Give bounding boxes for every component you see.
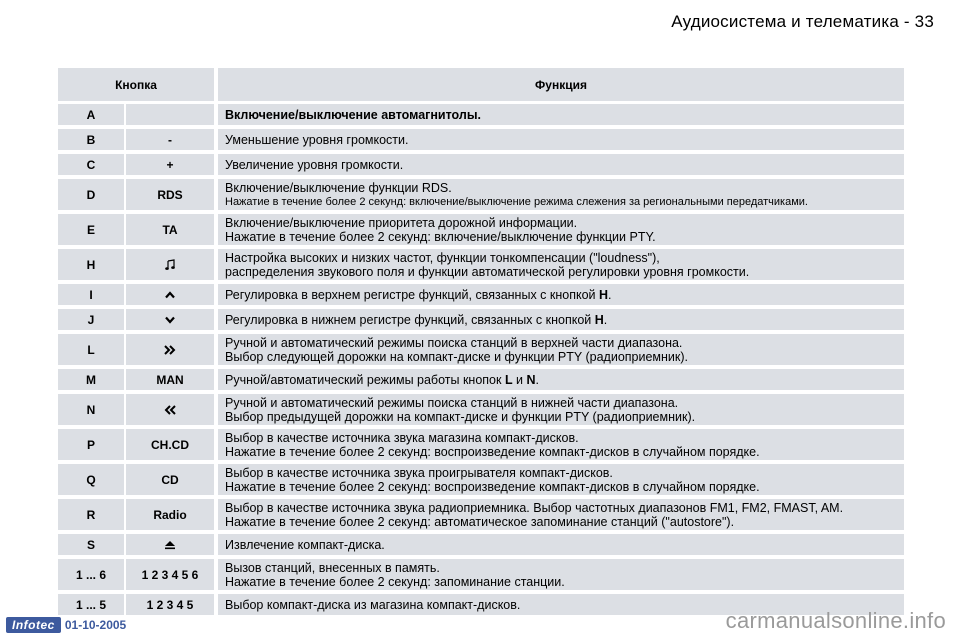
function-line: распределения звукового поля и функции автоматической регулировки уровня громкости. — [225, 264, 750, 279]
row-function — [218, 534, 904, 555]
function-line: Ручной и автоматический режимы поиска станций в верхней части диапазона. — [225, 335, 683, 350]
row-function — [218, 369, 904, 390]
function-line: Включение/выключение автомагнитолы. — [225, 107, 481, 122]
row-button: MAN — [126, 369, 214, 390]
music-note-icon — [126, 249, 214, 280]
table-row — [58, 394, 904, 425]
function-line: Уменьшение уровня громкости. — [225, 132, 409, 147]
row-function — [218, 179, 904, 210]
row-key: M — [58, 369, 124, 390]
row-key: J — [58, 309, 124, 330]
row-function — [218, 249, 904, 280]
function-line: Нажатие в течение более 2 секунд: включение/выключение функции PTY. — [225, 229, 656, 244]
function-line: Выбор в качестве источника звука радиоприемника. Выбор частотных диапазонов FM1, FM2, FMAST, AM. — [225, 500, 844, 515]
watermark: carmanualsonline.info — [725, 608, 946, 633]
function-line: Выбор в качестве источника звука проигрывателя компакт-дисков. — [225, 465, 613, 480]
row-key: Q — [58, 464, 124, 495]
function-line: Регулировка в верхнем регистре функций, связанных с кнопкой H. — [225, 287, 612, 302]
table-row — [58, 464, 904, 495]
button-function-table — [58, 68, 904, 619]
table-row — [58, 104, 904, 125]
row-button: CD — [126, 464, 214, 495]
row-button: CH.CD — [126, 429, 214, 460]
function-line: Нажатие в течение более 2 секунд: воспроизведение компакт-дисков в случайном порядке. — [225, 444, 760, 459]
row-key: N — [58, 394, 124, 425]
function-line: Включение/выключение приоритета дорожной информации. — [225, 215, 578, 230]
row-button: Radio — [126, 499, 214, 530]
row-function — [218, 559, 904, 590]
row-button — [126, 104, 214, 125]
function-line: Вызов станций, внесенных в память. — [225, 560, 440, 575]
table-row — [58, 249, 904, 280]
function-line: Ручной и автоматический режимы поиска станций в нижней части диапазона. — [225, 395, 679, 410]
function-line: Нажатие в течение более 2 секунд: воспроизведение компакт-дисков в случайном порядке. — [225, 479, 760, 494]
row-key: D — [58, 179, 124, 210]
arrow-down-icon — [126, 309, 214, 330]
row-key: A — [58, 104, 124, 125]
table-row — [58, 559, 904, 590]
row-button: 1 2 3 4 5 — [126, 594, 214, 615]
infotec-logo: Infotec — [6, 617, 61, 633]
row-key: S — [58, 534, 124, 555]
function-line: Выбор компакт-диска из магазина компакт-дисков. — [225, 597, 521, 612]
function-line: Извлечение компакт-диска. — [225, 537, 385, 552]
row-function — [218, 104, 904, 125]
row-function — [218, 429, 904, 460]
table-row — [58, 369, 904, 390]
row-function — [218, 394, 904, 425]
function-line: Настройка высоких и низких частот, функции тонкомпенсации ("loudness"), — [225, 250, 660, 265]
row-function — [218, 214, 904, 245]
function-line: Выбор предыдущей дорожки на компакт-диске и функции PTY (радиоприемник). — [225, 409, 696, 424]
function-line: Ручной/автоматический режимы работы кнопок L и N. — [225, 372, 540, 387]
row-button: RDS — [126, 179, 214, 210]
table-row — [58, 534, 904, 555]
function-line: Выбор следующей дорожки на компакт-диске и функции PTY (радиоприемник). — [225, 349, 689, 364]
table-row — [58, 179, 904, 210]
column-header-button: Кнопка — [58, 68, 214, 101]
function-line: Нажатие в течение более 2 секунд: автоматическое запоминание станций ("autostore"). — [225, 514, 735, 529]
row-function — [218, 334, 904, 365]
function-line: Увеличение уровня громкости. — [225, 157, 404, 172]
row-button: + — [126, 154, 214, 175]
row-function — [218, 284, 904, 305]
table-row — [58, 334, 904, 365]
row-key: R — [58, 499, 124, 530]
function-line: Регулировка в нижнем регистре функций, связанных с кнопкой H. — [225, 312, 608, 327]
row-function — [218, 309, 904, 330]
row-key: B — [58, 129, 124, 150]
row-key: E — [58, 214, 124, 245]
table-row — [58, 129, 904, 150]
rewind-icon — [126, 394, 214, 425]
row-button: - — [126, 129, 214, 150]
function-line: Выбор в качестве источника звука магазина компакт-дисков. — [225, 430, 579, 445]
row-key: P — [58, 429, 124, 460]
row-button: TA — [126, 214, 214, 245]
table-header — [58, 68, 904, 101]
footer — [6, 617, 126, 633]
footer-date: 01-10-2005 — [64, 618, 127, 632]
row-button: 1 2 3 4 5 6 — [126, 559, 214, 590]
row-key: C — [58, 154, 124, 175]
row-function — [218, 154, 904, 175]
row-key: L — [58, 334, 124, 365]
row-function — [218, 129, 904, 150]
row-key: H — [58, 249, 124, 280]
eject-icon — [126, 534, 214, 555]
function-line: Включение/выключение функции RDS. — [225, 180, 452, 195]
page-header: Аудиосистема и телематика - 33 — [671, 12, 934, 31]
table-row — [58, 309, 904, 330]
row-key: 1 ... 5 — [58, 594, 124, 615]
function-line: Нажатие в течение более 2 секунд: включение/выключение режима слежения за региональными передатчиками. — [225, 195, 808, 208]
table-row — [58, 214, 904, 245]
table-row — [58, 499, 904, 530]
row-key: I — [58, 284, 124, 305]
row-key: 1 ... 6 — [58, 559, 124, 590]
fast-forward-icon — [126, 334, 214, 365]
row-function — [218, 464, 904, 495]
function-line: Нажатие в течение более 2 секунд: запоминание станции. — [225, 574, 565, 589]
table-row — [58, 284, 904, 305]
column-header-function: Функция — [218, 68, 904, 101]
table-row — [58, 429, 904, 460]
table-row — [58, 154, 904, 175]
row-function — [218, 499, 904, 530]
arrow-up-icon — [126, 284, 214, 305]
